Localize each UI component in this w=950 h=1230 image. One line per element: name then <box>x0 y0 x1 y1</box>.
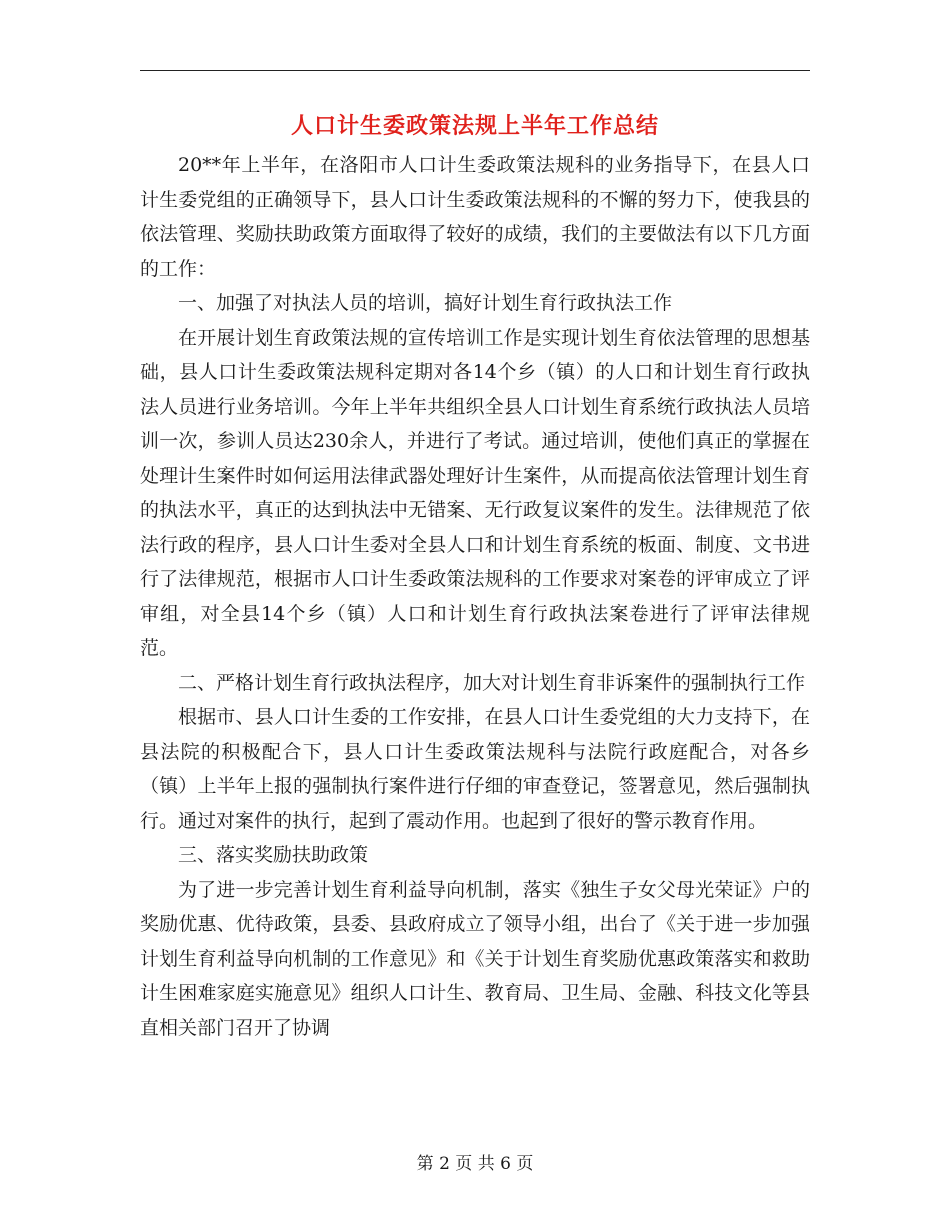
section-heading-2: 二、严格计划生育行政执法程序，加大对计划生育非诉案件的强制执行工作 <box>178 671 806 694</box>
paragraph-intro: 20**年上半年，在洛阳市人口计生委政策法规科的业务指导下，在县人口计生委党组的正确领导下，县人口计生委政策法规科的不懈的努力下，使我县的依法管理、奖励扶助政策方面取得了较好的成绩，我们的主要做法有以下几方面的工作： <box>140 154 810 280</box>
header-rule <box>140 70 810 71</box>
paragraph-section-1: 在开展计划生育政策法规的宣传培训工作是实现计划生育依法管理的思想基础，县人口计生委政策法规科定期对各14个乡（镇）的人口和计划生育行政执法人员进行业务培训。今年上半年共组织全县人口计划生育系统行政执法人员培训一次，参训人员达230余人，并进行了考试。通过培训，使他们真正的掌握在处理计生案件时如何运用法律武器处理好计生案件，从而提高依法管理计划生育的执法水平，真正的达到执法中无错案、无行政复议案件的发生。法律规范了依法行政的程序，县人口计生委对全县人口和计划生育系统的板面、制度、文书进行了法律规范，根据市人口计生委政策法规科的工作要求对案卷的评审成立了评审组，对全县14个乡（镇）人口和计划生育行政执法案卷进行了评审法律规范。 <box>140 326 810 659</box>
page-number: 第 2 页 共 6 页 <box>416 1154 534 1174</box>
document-title: 人口计生委政策法规上半年工作总结 <box>290 113 659 139</box>
paragraph-section-3: 为了进一步完善计划生育利益导向机制，落实《独生子女父母光荣证》户的奖励优惠、优待政策，县委、县政府成立了领导小组，出台了《关于进一步加强计划生育利益导向机制的工作意见》和《关于计划生育奖励优惠政策落实和救助计生困难家庭实施意见》组织人口计生、教育局、卫生局、金融、科技文化等县直相关部门召开了协调 <box>140 878 810 1039</box>
section-heading-1: 一、加强了对执法人员的培训，搞好计划生育行政执法工作 <box>178 292 673 314</box>
document-body <box>140 148 810 1045</box>
section-heading-3: 三、落实奖励扶助政策 <box>178 844 369 866</box>
paragraph-section-2: 根据市、县人口计生委的工作安排，在县人口计生委党组的大力支持下，在县法院的积极配合下，县人口计生委政策法规科与法院行政庭配合，对各乡（镇）上半年上报的强制执行案件进行仔细的审查登记，签署意见，然后强制执行。通过对案件的执行，起到了震动作用。也起到了很好的警示教育作用。 <box>140 706 810 832</box>
